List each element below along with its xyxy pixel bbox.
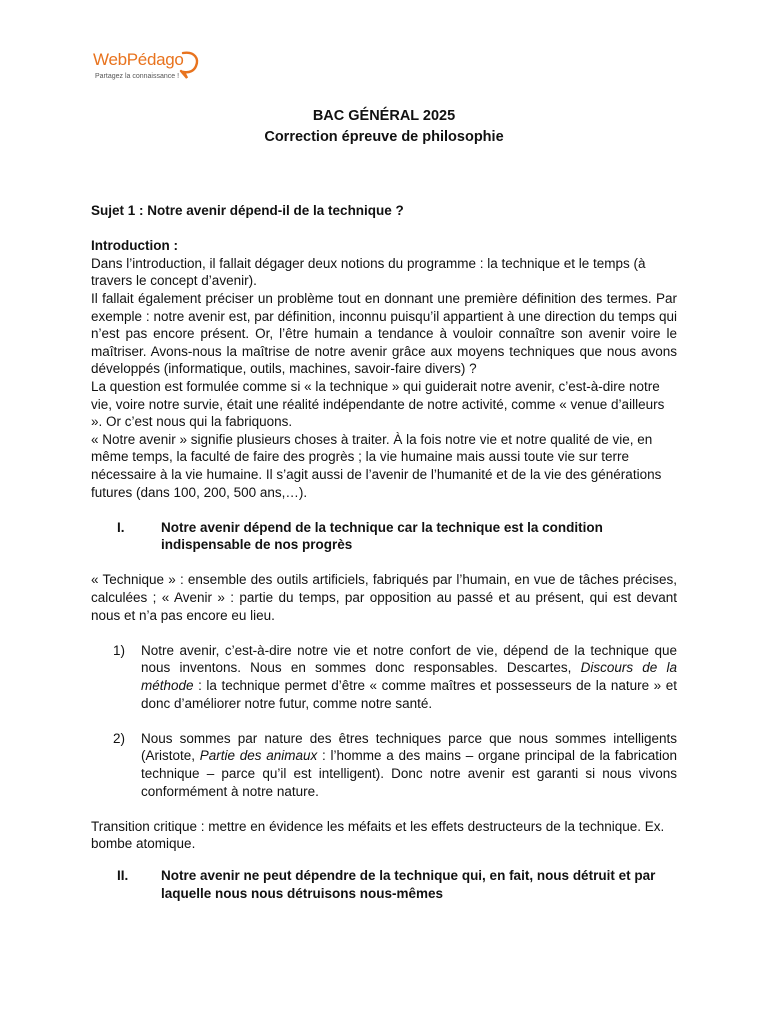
list-item-text-part: : l’homme a des mains – organe principal de la fabrication technique – parce qu’il est intelligent). Donc notre avenir est garanti si nous vivons conformément à notre nature. (141, 748, 678, 799)
intro-paragraph-4: « Notre avenir » signifie plusieurs choses à traiter. À la fois notre vie et notre qualité de vie, en même temps, la faculté de faire des progrès ; la vie humaine mais aussi toute vie sur terre nécessaire à la vie humaine. Il s’agit aussi de l’avenir de l’humanité et de la vie des générations futures (dans 100, 200, 500 ans,…). (91, 431, 662, 500)
list-item-text-part: : la technique permet d’être « comme maîtres et possesseurs de la nature » et donc d’améliorer notre futur, comme notre santé. (141, 678, 677, 711)
part-1-title: Notre avenir dépend de la technique car la technique est la condition indispensable de nos progrès (161, 519, 603, 553)
intro-paragraph-1: Dans l’introduction, il fallait dégager deux notions du programme : la technique et le temps (à travers le concept d’avenir). (91, 255, 646, 289)
subject-heading: Sujet 1 : Notre avenir dépend-il de la technique ? (91, 203, 404, 218)
logo-tagline: Partagez la connaissance ! (95, 73, 180, 80)
definition-paragraph: « Technique » : ensemble des outils artificiels, fabriqués par l’humain, en vue de tâches précises, calculées ; « Avenir » : partie du temps, par opposition au passé et au présent, qui est devant nous et n’a pas encore eu lieu. (91, 572, 677, 623)
title-line-2: Correction épreuve de philosophie (264, 129, 504, 145)
list-item (91, 730, 677, 800)
intro-paragraph-2: Il fallait également préciser un problème tout en donnant une première définition des termes. Par exemple : notre avenir est, par définition, inconnu puisqu’il appartient à une direction du temps qui n’est pas encore présent. Or, l’être humain a tendance à vouloir connaître son avenir voire le maîtriser. Avons-nous la maîtrise de notre avenir grâce aux moyens techniques que nous avons développés (informatique, outils, machines, savoir-faire divers) ? (91, 290, 677, 377)
list-item (91, 642, 677, 712)
list-item-text-part: Nous sommes par nature des êtres techniques parce que nous sommes intelligents (Aristote, (141, 730, 677, 764)
speech-bubble-icon (179, 50, 201, 80)
book-title: Partie des animaux (199, 748, 318, 764)
list-item-number: 2) (113, 730, 126, 746)
list-item-number: 1) (113, 642, 126, 658)
list-item-text-part: Notre avenir, c’est-à-dire notre vie et notre confort de vie, dépend de la technique que nous inventons. Nous en sommes donc responsables. Descartes, (141, 642, 677, 676)
document-title (0, 106, 768, 148)
part-2-number: II. (117, 867, 129, 883)
transition-paragraph: Transition critique : mettre en évidence les méfaits et les effets destructeurs de la technique. Ex. bombe atomique. (91, 818, 665, 852)
part-2-heading (91, 867, 677, 902)
intro-heading: Introduction : (91, 238, 178, 254)
title-line-1: BAC GÉNÉRAL 2025 (312, 108, 456, 124)
part-1-heading (91, 519, 677, 554)
part-2-title: Notre avenir ne peut dépendre de la technique qui, en fait, nous détruit et par laquelle nous nous détruisons nous-mêmes (161, 867, 656, 901)
webpedago-logo (93, 48, 203, 88)
list-item-text (141, 642, 677, 712)
document-body (91, 202, 677, 902)
list-item-text (141, 730, 677, 800)
logo-name: WebPédago (93, 50, 184, 69)
intro-paragraph-3: La question est formulée comme si « la technique » qui guiderait notre avenir, c’est-à-dire notre vie, voire notre survie, était une réalité indépendante de notre activité, comme « venue d’ailleurs ». Or c’est nous qui la fabriquons. (91, 378, 665, 430)
book-title: Discours de la méthode (141, 660, 677, 694)
part-1-number: I. (117, 519, 125, 535)
